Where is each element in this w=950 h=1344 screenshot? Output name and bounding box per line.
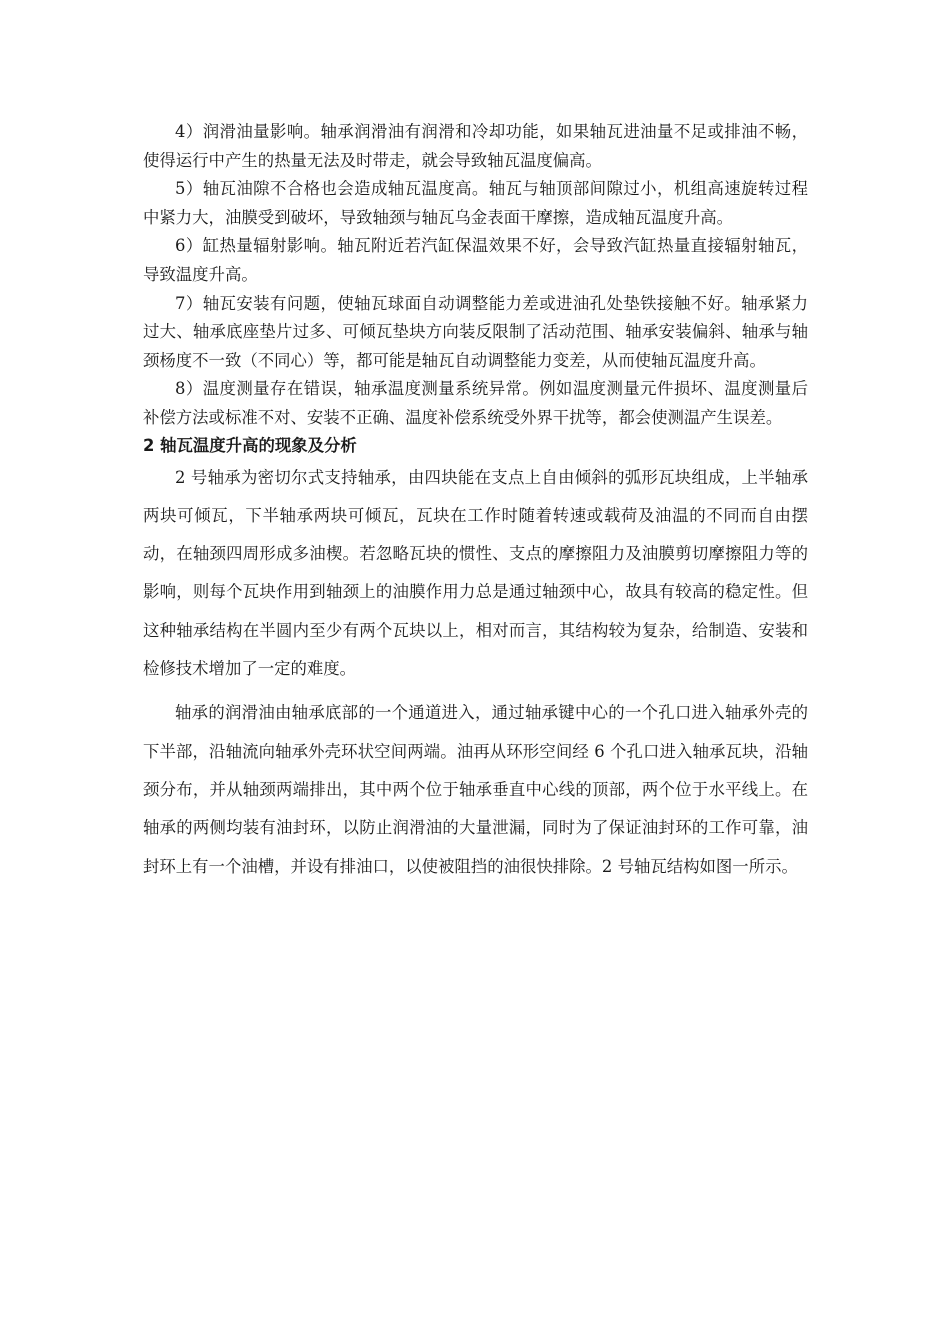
paragraph-lubricating-oil: 4）润滑油量影响。轴承润滑油有润滑和冷却功能，如果轴瓦进油量不足或排油不畅，使得运行中产生的热量无法及时带走，就会导致轴瓦温度偏高。 — [143, 122, 808, 170]
paragraph-installation-issue: 7）轴瓦安装有问题，使轴瓦球面自动调整能力差或进油孔处垫铁接触不好。轴承紧力过大、轴承底座垫片过多、可倾瓦垫块方向装反限制了活动范围、轴承安装偏斜、轴承与轴颈杨度不一致（不同心）等，都可能是轴瓦自动调整能力变差，从而使轴瓦温度升高。 — [143, 293, 808, 370]
section-heading: 2 轴瓦温度升高的现象及分析 — [143, 435, 357, 455]
paragraph-oil-clearance: 5）轴瓦油隙不合格也会造成轴瓦温度高。轴瓦与轴顶部间隙过小，机组高速旋转过程中紧力大，油膜受到破坏，导致轴颈与轴瓦乌金表面干摩擦，造成轴瓦温度升高。 — [143, 179, 808, 227]
paragraph-cylinder-radiation: 6）缸热量辐射影响。轴瓦附近若汽缸保温效果不好，会导致汽缸热量直接辐射轴瓦，导致温度升高。 — [143, 236, 808, 284]
paragraph-measurement-error: 8）温度测量存在错误，轴承温度测量系统异常。例如温度测量元件损坏、温度测量后补偿方法或标准不对、安装不正确、温度补偿系统受外界干扰等，都会使测温产生误差。 — [143, 379, 808, 427]
paragraph-oil-flow: 轴承的润滑油由轴承底部的一个通道进入，通过轴承键中心的一个孔口进入轴承外壳的下半部，沿轴流向轴承外壳环状空间两端。油再从环形空间经 6 个孔口进入轴承瓦块，沿轴颈分布，并从轴颈两端排出，其中两个位于轴承垂直中心线的顶部，两个位于水平线上。在轴承的两侧均装有油封环，以防止润滑油的大量泄漏，同时为了保证油封环的工作可靠，油封环上有一个油槽，并设有排油口，以使被阻挡的油很快排除。2 号轴瓦结构如图一所示。 — [143, 703, 808, 876]
document-page — [143, 118, 808, 886]
paragraph-bearing-structure: 2 号轴承为密切尔式支持轴承，由四块能在支点上自由倾斜的弧形瓦块组成，上半轴承两块可倾瓦，下半轴承两块可倾瓦，瓦块在工作时随着转速或载荷及油温的不同而自由摆动，在轴颈四周形成多油楔。若忽略瓦块的惯性、支点的摩擦阻力及油膜剪切摩擦阻力等的影响，则每个瓦块作用到轴颈上的油膜作用力总是通过轴颈中心，故具有较高的稳定性。但这种轴承结构在半圆内至少有两个瓦块以上，相对而言，其结构较为复杂，给制造、安装和检修技术增加了一定的难度。 — [143, 467, 808, 679]
